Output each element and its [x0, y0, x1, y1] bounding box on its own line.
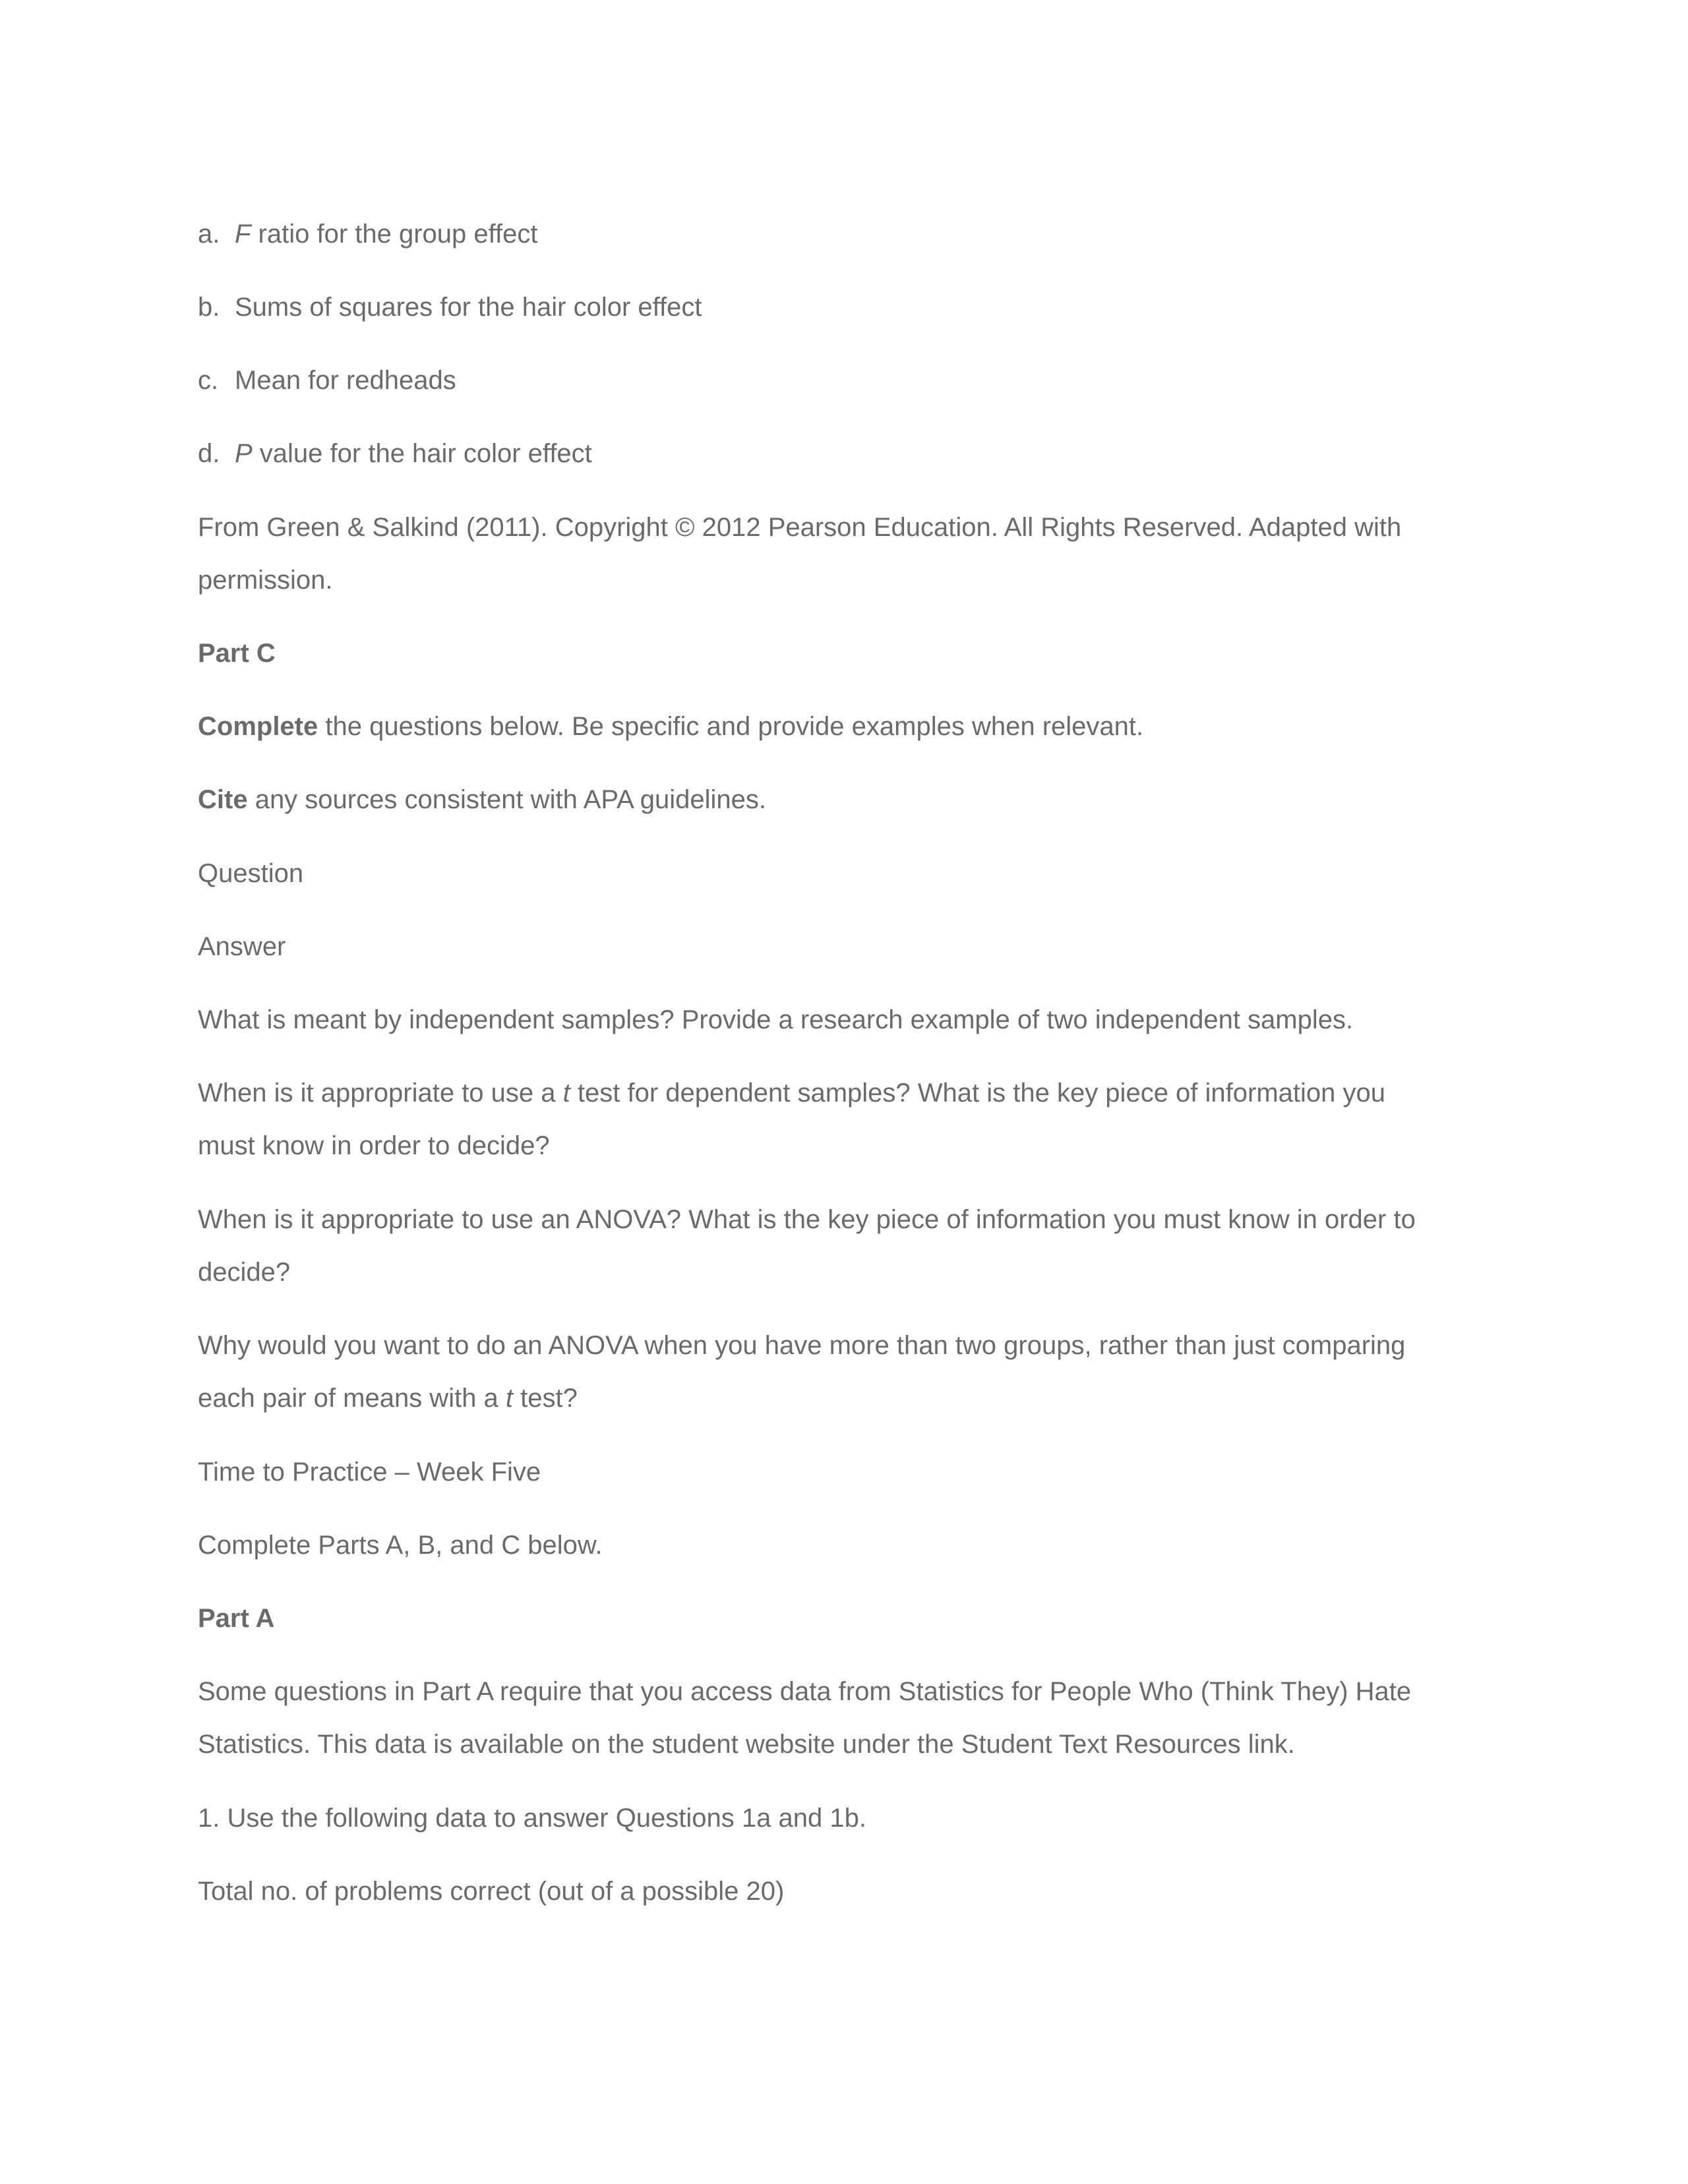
list-item-b: b. Sums of squares for the hair color effect: [198, 293, 702, 322]
question-1: What is meant by independent samples? Provide a research example of two independent samples.: [198, 1005, 1354, 1034]
complete-instruction: Complete the questions below. Be specific and provide examples when relevant.: [198, 712, 1144, 741]
item-1: 1. Use the following data to answer Questions 1a and 1b.: [198, 1804, 866, 1833]
question-2-line-1: When is it appropriate to use a t test for dependent samples? What is the key piece of information you: [198, 1078, 1385, 1107]
question-3-line-1: When is it appropriate to use an ANOVA? What is the key piece of information you must know in order to: [198, 1205, 1416, 1234]
part-a-heading: Part A: [198, 1604, 275, 1633]
list-item-d: d. P value for the hair color effect: [198, 439, 592, 468]
question-label: Question: [198, 859, 304, 888]
citation-line-2: permission.: [198, 566, 333, 595]
week-five-instructions: Complete Parts A, B, and C below.: [198, 1531, 603, 1560]
question-4-line-1: Why would you want to do an ANOVA when you have more than two groups, rather than just comparing: [198, 1331, 1406, 1360]
question-4-line-2: each pair of means with a t test?: [198, 1384, 578, 1413]
question-3-line-2: decide?: [198, 1258, 291, 1287]
list-item-c: c. Mean for redheads: [198, 366, 456, 395]
table-caption: Total no. of problems correct (out of a possible 20): [198, 1877, 785, 1906]
part-a-intro-line-2: Statistics. This data is available on the student website under the Student Text Resources link.: [198, 1730, 1295, 1759]
week-five-title: Time to Practice – Week Five: [198, 1458, 541, 1487]
part-c-heading: Part C: [198, 639, 276, 668]
list-item-a: a. F ratio for the group effect: [198, 220, 538, 249]
question-2-line-2: must know in order to decide?: [198, 1131, 550, 1160]
citation-line-1: From Green & Salkind (2011). Copyright © 2012 Pearson Education. All Rights Reserved. Adapted with: [198, 513, 1402, 542]
part-a-intro-line-1: Some questions in Part A require that you access data from Statistics for People Who (Think They) Hate: [198, 1677, 1412, 1706]
cite-instruction: Cite any sources consistent with APA guidelines.: [198, 785, 766, 814]
answer-label: Answer: [198, 932, 286, 961]
